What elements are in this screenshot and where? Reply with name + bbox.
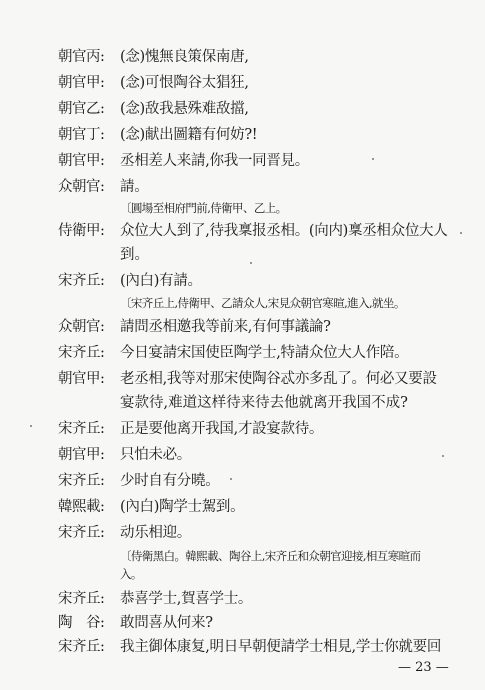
dialogue-text: 我主御体康复,明日早朝便請学士相見,学士你就要回 (120, 639, 442, 655)
speaker-name: 朝官丙: (58, 49, 105, 65)
dialogue-text: 敢問喜从何来? (120, 615, 213, 631)
dialogue-text: (念)可恨陶谷太猖狂, (120, 75, 249, 91)
dialogue-text: 少时自有分曉。 (120, 473, 220, 489)
scan-speck (250, 262, 252, 264)
speaker-name: 朝官甲: (58, 447, 105, 463)
dialogue-text: 正是要他离开我国,才設宴款待。 (120, 421, 324, 437)
dialogue-text: (念)敌我悬殊难敌擋, (120, 101, 249, 117)
stage-direction-continuation: 入。 (120, 567, 142, 581)
speaker-name: 侍衛甲: (58, 223, 105, 239)
dialogue-line (58, 524, 191, 542)
speaker-name: 朝官甲: (58, 75, 105, 91)
speaker-name: 宋齐丘: (58, 421, 105, 437)
dialogue-text: (念)献出圖籍有何妨?! (120, 127, 258, 143)
dialogue-text: (念)愧無良策保南唐, (120, 49, 249, 65)
scan-speck (372, 158, 374, 160)
dialogue-text: 請。 (120, 179, 149, 195)
speaker-name: 陶 谷: (58, 615, 105, 631)
dialogue-line (58, 638, 441, 656)
dialogue-text: (內白)有請。 (120, 273, 202, 289)
speaker-name: 众朝官: (58, 179, 105, 195)
dialogue-text: 請問丞相邀我等前来,有何事議論? (120, 319, 331, 335)
dialogue-line (58, 152, 309, 170)
dialogue-text: 丞相差人来請,你我一同晋見。 (120, 153, 309, 169)
dialogue-line (58, 420, 323, 438)
dialogue-line (58, 272, 202, 290)
dialogue-line (58, 126, 257, 144)
dialogue-text: 老丞相,我等对那宋使陶谷忒亦多乱了。何必又要設 (120, 371, 437, 387)
speaker-name: 宋齐丘: (58, 639, 105, 655)
dialogue-line (58, 446, 191, 464)
dialogue-continuation: 宴款待,难道这样待来待去他就离开我国不成? (120, 395, 408, 411)
dialogue-line (58, 222, 447, 240)
dialogue-continuation: 到。 (120, 247, 149, 263)
stage-direction: 〔宋齐丘上,侍衛甲、乙請众人,宋見众朝官寒暄,進入,就坐。 (120, 296, 405, 310)
scan-speck (442, 455, 444, 457)
speaker-name: 朝官甲: (58, 153, 105, 169)
scan-speck (460, 232, 462, 234)
dialogue-line (58, 48, 249, 66)
speaker-name: 朝官甲: (58, 371, 105, 387)
dialogue-text: 只怕未必。 (120, 447, 191, 463)
speaker-name: 朝官乙: (58, 101, 105, 117)
speaker-name: 朝官丁: (58, 127, 105, 143)
dialogue-text: (內白)陶学士駕到。 (120, 499, 245, 515)
speaker-name: 宋齐丘: (58, 525, 105, 541)
dialogue-text: 动乐相迎。 (120, 525, 191, 541)
speaker-name: 宋齐丘: (58, 345, 105, 361)
speaker-name: 众朝官: (58, 319, 105, 335)
dialogue-line (58, 318, 331, 336)
dialogue-line (58, 100, 249, 118)
dialogue-text: 恭喜学士,賀喜学士。 (120, 591, 253, 607)
stage-direction: 〔侍衛黑白。韓熙載、陶谷上,宋齐丘和众朝官迎接,相互寒暄而 (120, 549, 421, 563)
dialogue-line (58, 498, 244, 516)
scan-speck (230, 478, 232, 480)
scan-speck (30, 425, 32, 427)
dialogue-line (58, 614, 213, 632)
dialogue-line (58, 178, 148, 196)
dialogue-line (58, 472, 219, 490)
speaker-name: 宋齐丘: (58, 473, 105, 489)
dialogue-line (58, 344, 408, 362)
dialogue-line (58, 74, 249, 92)
speaker-name: 韓熙載: (58, 499, 105, 515)
dialogue-text: 今日宴請宋国使臣陶学士,特請众位大人作陪。 (120, 345, 409, 361)
stage-direction: 〔圓場至相府門前,侍衛甲、乙上。 (120, 201, 287, 215)
page-number: — 23 — (398, 660, 449, 675)
speaker-name: 宋齐丘: (58, 591, 105, 607)
speaker-name: 宋齐丘: (58, 273, 105, 289)
dialogue-line (58, 590, 252, 608)
dialogue-text: 众位大人到了,待我稟报丞相。(向内)稟丞相众位大人 (120, 223, 448, 239)
dialogue-line (58, 370, 437, 388)
